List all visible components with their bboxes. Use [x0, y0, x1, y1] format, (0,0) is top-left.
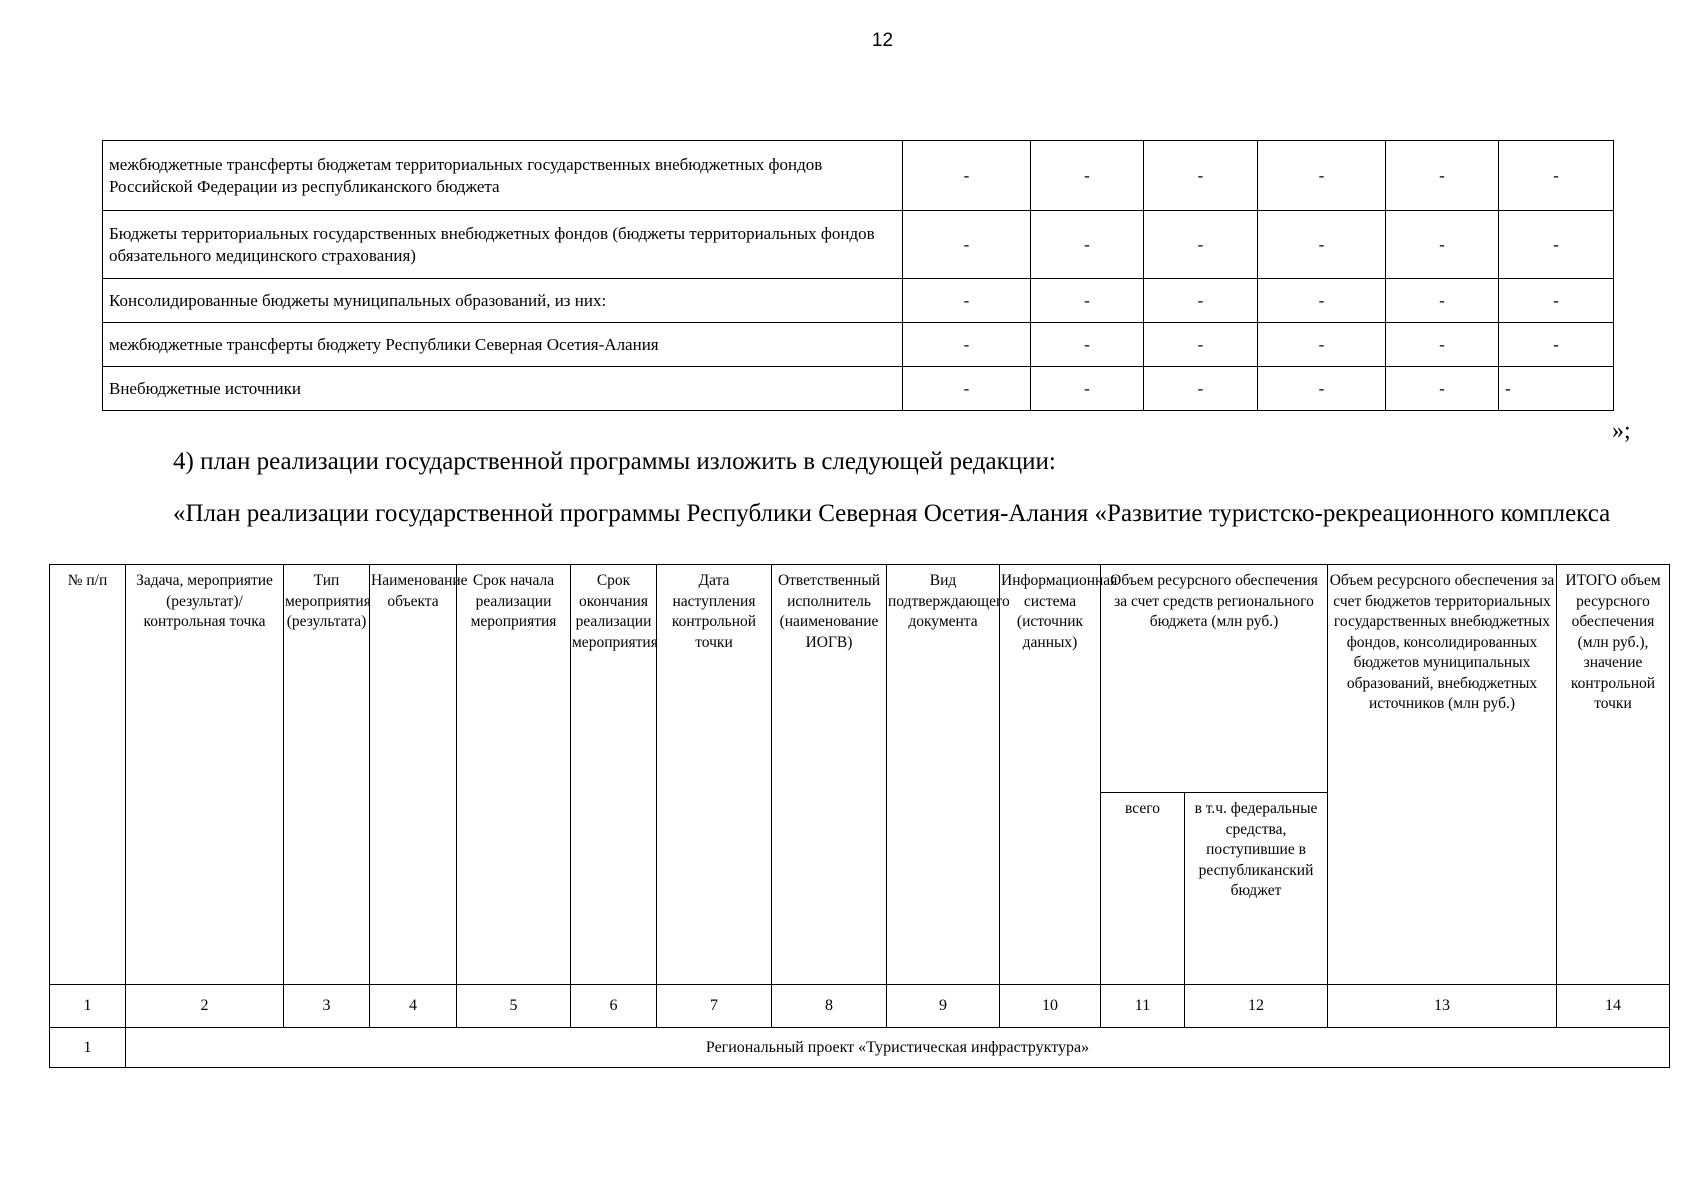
source-row-value: -	[1031, 141, 1144, 211]
source-row-value: -	[1258, 367, 1386, 411]
source-row-value: -	[1258, 279, 1386, 323]
source-row-value: -	[1258, 323, 1386, 367]
header-total: ИТОГО объем ресурсного обеспечения (млн руб.), значение контрольной точки	[1557, 565, 1670, 985]
column-number: 2	[126, 985, 284, 1028]
source-row-value: -	[1499, 211, 1614, 279]
source-row-value: -	[1499, 279, 1614, 323]
header-other-budgets: Объем ресурсного обеспечения за счет бюджетов территориальных государственных внебюджетных фондов, консолидированных бюджетов муниципальных образований, внебюджетных источников (млн руб.)	[1328, 565, 1557, 985]
implementation-plan-table	[49, 564, 1670, 1068]
source-table-row	[103, 211, 1614, 279]
source-row-value: -	[1031, 211, 1144, 279]
column-number: 11	[1101, 985, 1185, 1028]
column-number: 8	[772, 985, 887, 1028]
header-info-system: Информационная система (источник данных)	[1000, 565, 1101, 985]
header-task: Задача, мероприятие (результат)/ контрольная точка	[126, 565, 284, 985]
column-number: 4	[370, 985, 457, 1028]
funding-sources-table	[102, 140, 1614, 411]
header-start-date: Срок начала реализации мероприятия	[457, 565, 571, 985]
source-row-value: -	[1386, 211, 1499, 279]
source-row-value: -	[903, 141, 1031, 211]
source-row-value: -	[1031, 323, 1144, 367]
source-row-value: -	[1499, 323, 1614, 367]
source-row-value: -	[1386, 279, 1499, 323]
header-responsible: Ответственный исполнитель (наименование ИОГВ)	[772, 565, 887, 985]
column-number: 9	[887, 985, 1000, 1028]
header-number: № п/п	[50, 565, 126, 985]
column-number: 5	[457, 985, 571, 1028]
column-number: 1	[50, 985, 126, 1028]
header-regional-budget: Объем ресурсного обеспечения за счет средств регионального бюджета (млн руб.)	[1101, 565, 1328, 793]
page-number: 12	[871, 30, 894, 51]
source-row-value: -	[1144, 323, 1258, 367]
project-row-title: Региональный проект «Туристическая инфраструктура»	[126, 1028, 1670, 1068]
column-number: 12	[1185, 985, 1328, 1028]
source-row-label: Консолидированные бюджеты муниципальных образований, из них:	[103, 279, 903, 323]
paragraph-4: 4) план реализации государственной программы изложить в следующей редакции:	[173, 448, 1056, 475]
header-end-date: Срок окончания реализации мероприятия	[571, 565, 657, 985]
closing-quote: »;	[1612, 418, 1631, 444]
column-number: 10	[1000, 985, 1101, 1028]
source-row-value: -	[903, 211, 1031, 279]
source-row-value: -	[1386, 323, 1499, 367]
column-number: 3	[284, 985, 370, 1028]
header-checkpoint-date: Дата наступления контрольной точки	[657, 565, 772, 985]
source-row-value: -	[1499, 141, 1614, 211]
source-row-value: -	[1144, 367, 1258, 411]
subheader-federal: в т.ч. федеральные средства, поступившие в республиканский бюджет	[1185, 793, 1328, 985]
source-row-label: межбюджетные трансферты бюджетам территориальных государственных внебюджетных фондов Российской Федерации из республиканского бюджета	[103, 141, 903, 211]
column-number: 6	[571, 985, 657, 1028]
header-object-name: Наименование объекта	[370, 565, 457, 985]
plan-title: «План реализации государственной программы Республики Северная Осетия-Алания «Развитие туристско-рекреационного комплекса	[173, 500, 1611, 527]
source-row-value: -	[1258, 141, 1386, 211]
source-row-label: Бюджеты территориальных государственных внебюджетных фондов (бюджеты территориальных фондов обязательного медицинского страхования)	[103, 211, 903, 279]
source-row-value: -	[903, 323, 1031, 367]
header-document-type: Вид подтверждающего документа	[887, 565, 1000, 985]
column-number: 7	[657, 985, 772, 1028]
subheader-total: всего	[1101, 793, 1185, 985]
column-number: 13	[1328, 985, 1557, 1028]
source-row-value: -	[1386, 141, 1499, 211]
source-row-value: -	[1144, 279, 1258, 323]
source-row-label: межбюджетные трансферты бюджету Республики Северная Осетия-Алания	[103, 323, 903, 367]
source-row-label: Внебюджетные источники	[103, 367, 903, 411]
header-type: Тип мероприятия (результата)	[284, 565, 370, 985]
column-number: 14	[1557, 985, 1670, 1028]
source-row-value: -	[1258, 211, 1386, 279]
source-row-value: -	[1144, 211, 1258, 279]
source-table-row	[103, 141, 1614, 211]
source-table-row	[103, 367, 1614, 411]
source-table-row	[103, 323, 1614, 367]
project-row-number: 1	[50, 1028, 126, 1068]
source-row-value: -	[1386, 367, 1499, 411]
source-table-row	[103, 279, 1614, 323]
source-row-value: -	[903, 367, 1031, 411]
source-row-value: -	[1144, 141, 1258, 211]
source-row-value: -	[903, 279, 1031, 323]
source-row-value: -	[1031, 367, 1144, 411]
source-row-value: -	[1499, 367, 1614, 411]
source-row-value: -	[1031, 279, 1144, 323]
